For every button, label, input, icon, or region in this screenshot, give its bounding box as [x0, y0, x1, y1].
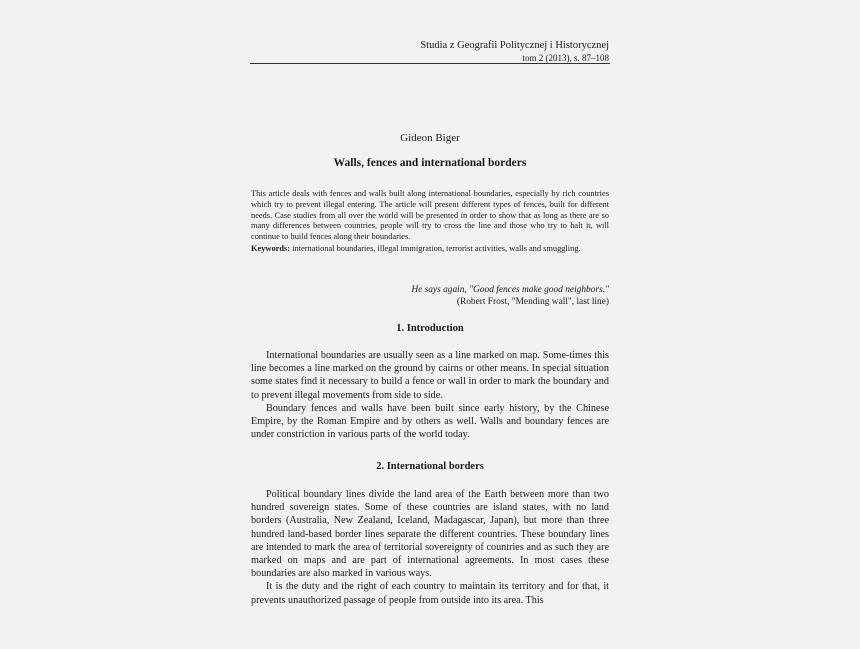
journal-name: Studia z Geografii Politycznej i Historycznej — [420, 40, 609, 51]
keywords-label: Keywords — [251, 244, 288, 253]
journal-volume: tom 2 (2013), s. 87–108 — [522, 53, 609, 63]
paragraph: It is the duty and the right of each country to maintain its territory and for that, it prevents unauthorized passage of people from outside into its area. This — [251, 581, 609, 606]
header-rule — [250, 63, 610, 64]
section-body-international-borders — [251, 488, 609, 607]
section-body-introduction — [251, 349, 609, 441]
section-heading-international-borders: 2. International borders — [376, 461, 484, 472]
epigraph-source: (Robert Frost, "Mending wall", last line) — [456, 297, 609, 307]
keywords-text: international boundaries, illegal immigration, terrorist activities, walls and smuggling. — [292, 244, 581, 253]
paragraph: Boundary fences and walls have been built since early history, by the Chinese Empire, by the Roman Empire and by others as well. Walls and boundary fences are under constriction in various parts of the world today. — [251, 402, 609, 441]
epigraph-quote: He says again, "Good fences make good neighbors." — [411, 285, 609, 295]
keywords: Keywords: international boundaries, illegal immigration, terrorist activities, walls and smuggling. — [251, 244, 581, 253]
paragraph: International boundaries are usually seen as a line marked on map. Some-times this line becomes a line marked on the ground by cairns or other means. In special situation some states find it necessary to build a fence or wall in order to mark the boundary and to prevent illegal movements from side to side. — [251, 350, 609, 401]
paragraph: Political boundary lines divide the land area of the Earth between more than two hundred sovereign states. Some of these countries are island states, with no land borders (Australia, New Zealand, Iceland, Madagascar, Japan), but more than three hundred land-based border lines separate the different countries. These boundary lines are intended to mark the area of territorial sovereignty of countries and as such they are marked on maps and are part of international agreements. In most cases these boundaries are also marked in various ways. — [251, 489, 609, 580]
paper-title: Walls, fences and international borders — [333, 157, 527, 169]
section-heading-introduction: 1. Introduction — [396, 323, 464, 334]
author-name: Gideon Biger — [400, 132, 460, 144]
epigraph — [251, 284, 609, 308]
abstract: This article deals with fences and walls built along international boundaries, especially by rich countries which try to prevent illegal entering. The article will present different types of fences, built for different needs. Case studies from all over the world will be presented in order to show that as long as there are so many differences between countries, people will try to cross the line and those who try to halt it, will continue to build fences along their boundaries. — [251, 189, 609, 242]
journal-header — [420, 40, 609, 64]
